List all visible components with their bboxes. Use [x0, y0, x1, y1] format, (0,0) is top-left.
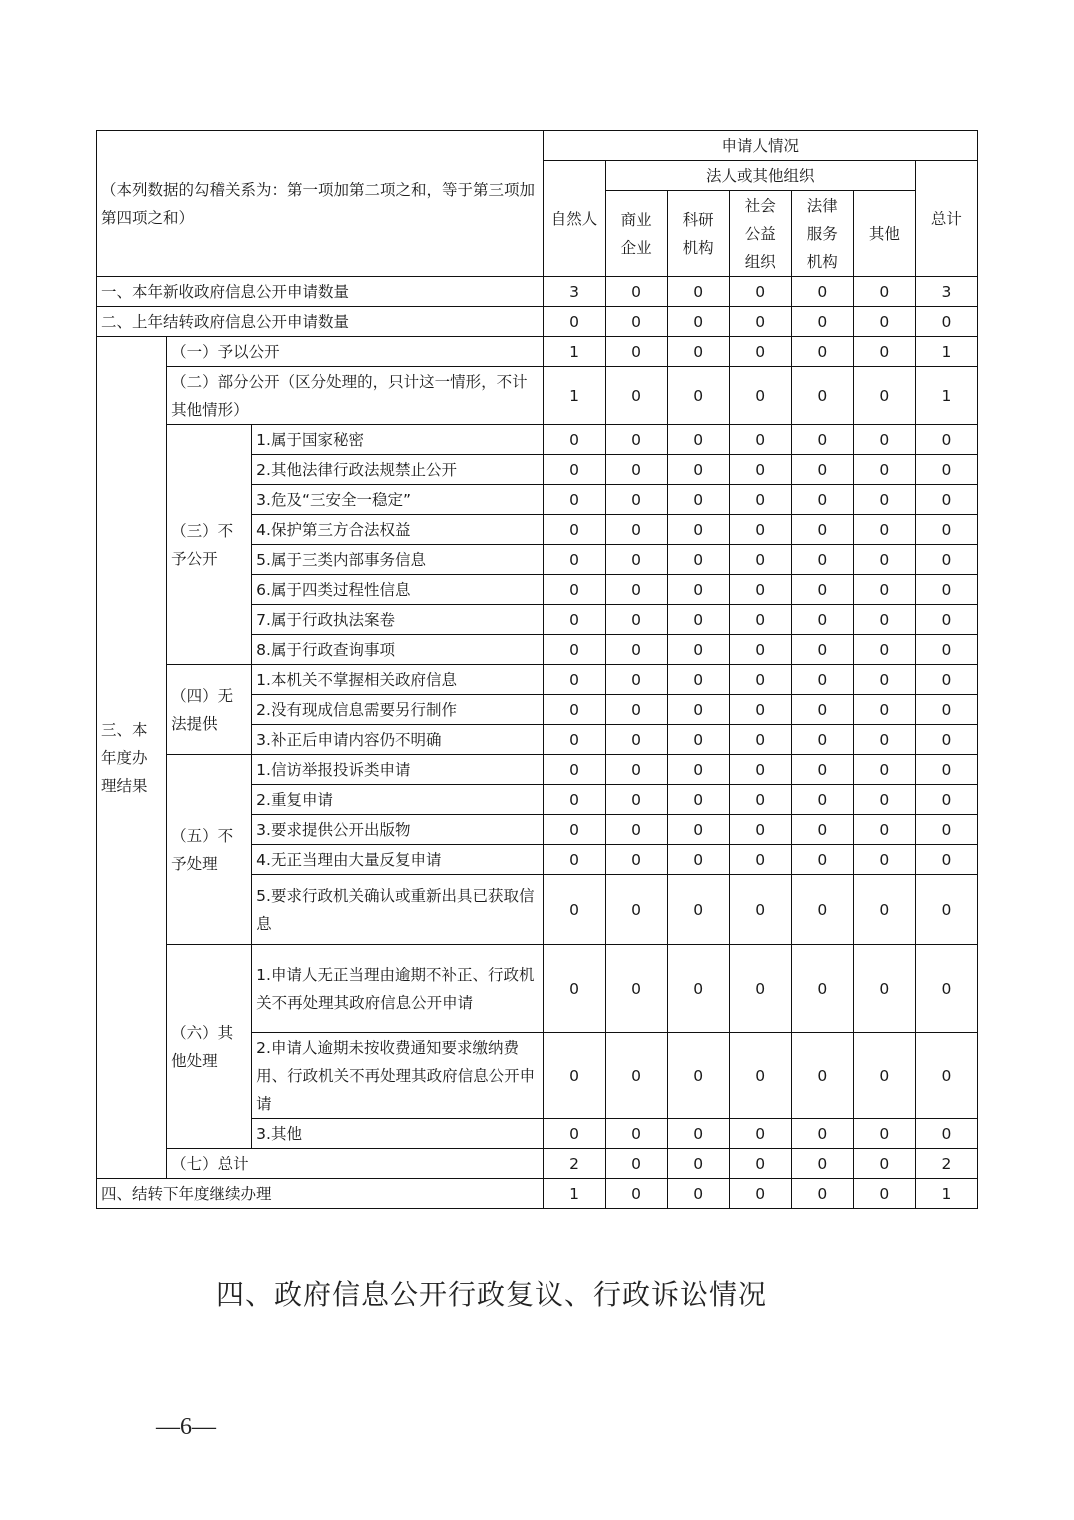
value-cell: 0 — [791, 665, 853, 695]
value-cell: 0 — [853, 485, 915, 515]
value-cell: 0 — [791, 815, 853, 845]
value-cell: 0 — [667, 875, 729, 945]
page-number: —6— — [156, 1414, 216, 1440]
value-cell: 1 — [915, 367, 977, 425]
value-cell: 0 — [543, 725, 605, 755]
value-cell: 0 — [543, 635, 605, 665]
item-label: 2.重复申请 — [252, 785, 543, 815]
value-cell: 0 — [605, 1119, 667, 1149]
value-cell: 0 — [667, 575, 729, 605]
value-cell: 0 — [605, 755, 667, 785]
value-cell: 0 — [791, 277, 853, 307]
value-cell: 0 — [915, 875, 977, 945]
application-statistics-table — [96, 130, 978, 1209]
value-cell: 0 — [605, 425, 667, 455]
table-row — [97, 1179, 978, 1209]
table-note: （本列数据的勾稽关系为：第一项加第二项之和，等于第三项加第四项之和） — [97, 131, 544, 277]
value-cell: 0 — [543, 695, 605, 725]
value-cell: 0 — [605, 605, 667, 635]
item-label: 4.无正当理由大量反复申请 — [252, 845, 543, 875]
value-cell: 0 — [791, 1179, 853, 1209]
item-label: 1.信访举报投诉类申请 — [252, 755, 543, 785]
value-cell: 0 — [543, 545, 605, 575]
value-cell: 0 — [729, 575, 791, 605]
value-cell: 0 — [915, 695, 977, 725]
value-cell: 0 — [915, 485, 977, 515]
value-cell: 0 — [729, 815, 791, 845]
value-cell: 0 — [915, 845, 977, 875]
item-label: 5.属于三类内部事务信息 — [252, 545, 543, 575]
group-label: （七）总计 — [167, 1149, 543, 1179]
value-cell: 0 — [543, 455, 605, 485]
value-cell: 0 — [605, 307, 667, 337]
value-cell: 0 — [667, 785, 729, 815]
value-cell: 0 — [853, 815, 915, 845]
value-cell: 0 — [729, 277, 791, 307]
value-cell: 0 — [791, 725, 853, 755]
value-cell: 0 — [667, 515, 729, 545]
value-cell: 0 — [853, 545, 915, 575]
item-label: 2.申请人逾期未按收费通知要求缴纳费用、行政机关不再处理其政府信息公开申请 — [252, 1033, 543, 1119]
item-label: 2.其他法律行政法规禁止公开 — [252, 455, 543, 485]
value-cell: 0 — [667, 367, 729, 425]
value-cell: 2 — [543, 1149, 605, 1179]
value-cell: 0 — [605, 1033, 667, 1119]
group-label: （五）不予处理 — [167, 755, 252, 945]
value-cell: 0 — [667, 485, 729, 515]
value-cell: 0 — [915, 635, 977, 665]
value-cell: 0 — [729, 1119, 791, 1149]
row-label: 一、本年新收政府信息公开申请数量 — [97, 277, 544, 307]
item-label: 1.本机关不掌握相关政府信息 — [252, 665, 543, 695]
value-cell: 0 — [543, 1033, 605, 1119]
header-legal-service: 法律服务机构 — [791, 191, 853, 277]
item-label: 8.属于行政查询事项 — [252, 635, 543, 665]
header-research: 科研机构 — [667, 191, 729, 277]
value-cell: 0 — [667, 845, 729, 875]
value-cell: 0 — [853, 425, 915, 455]
value-cell: 1 — [915, 337, 977, 367]
value-cell: 0 — [791, 785, 853, 815]
header-natural-person: 自然人 — [543, 161, 605, 277]
value-cell: 0 — [915, 575, 977, 605]
value-cell: 0 — [729, 485, 791, 515]
value-cell: 0 — [915, 945, 977, 1033]
value-cell: 0 — [915, 1119, 977, 1149]
group-label: （三）不予公开 — [167, 425, 252, 665]
value-cell: 0 — [853, 725, 915, 755]
value-cell: 0 — [791, 515, 853, 545]
value-cell: 0 — [667, 1149, 729, 1179]
value-cell: 0 — [729, 875, 791, 945]
value-cell: 0 — [853, 1149, 915, 1179]
value-cell: 0 — [667, 307, 729, 337]
value-cell: 0 — [729, 945, 791, 1033]
value-cell: 0 — [791, 485, 853, 515]
value-cell: 0 — [667, 455, 729, 485]
value-cell: 0 — [605, 575, 667, 605]
item-label: 1.申请人无正当理由逾期不补正、行政机关不再处理其政府信息公开申请 — [252, 945, 543, 1033]
value-cell: 0 — [791, 1119, 853, 1149]
value-cell: 0 — [543, 425, 605, 455]
value-cell: 0 — [543, 1119, 605, 1149]
header-public-welfare: 社会公益组织 — [729, 191, 791, 277]
value-cell: 0 — [667, 1119, 729, 1149]
value-cell: 0 — [729, 845, 791, 875]
value-cell: 0 — [667, 755, 729, 785]
value-cell: 0 — [915, 307, 977, 337]
value-cell: 0 — [853, 575, 915, 605]
item-label: 2.没有现成信息需要另行制作 — [252, 695, 543, 725]
value-cell: 0 — [915, 815, 977, 845]
value-cell: 0 — [605, 277, 667, 307]
value-cell: 0 — [605, 725, 667, 755]
value-cell: 0 — [667, 1033, 729, 1119]
value-cell: 0 — [667, 665, 729, 695]
value-cell: 0 — [915, 545, 977, 575]
value-cell: 0 — [791, 455, 853, 485]
item-label: 3.其他 — [252, 1119, 543, 1149]
value-cell: 0 — [915, 605, 977, 635]
value-cell: 0 — [729, 545, 791, 575]
value-cell: 0 — [853, 515, 915, 545]
value-cell: 0 — [915, 755, 977, 785]
value-cell: 1 — [543, 367, 605, 425]
value-cell: 0 — [667, 425, 729, 455]
value-cell: 3 — [543, 277, 605, 307]
value-cell: 0 — [853, 635, 915, 665]
value-cell: 0 — [791, 695, 853, 725]
value-cell: 0 — [791, 755, 853, 785]
item-label: 3.要求提供公开出版物 — [252, 815, 543, 845]
value-cell: 0 — [791, 875, 853, 945]
value-cell: 0 — [915, 785, 977, 815]
value-cell: 0 — [853, 845, 915, 875]
value-cell: 0 — [543, 875, 605, 945]
value-cell: 0 — [543, 665, 605, 695]
value-cell: 0 — [543, 845, 605, 875]
value-cell: 0 — [915, 515, 977, 545]
value-cell: 0 — [791, 605, 853, 635]
value-cell: 2 — [915, 1149, 977, 1179]
value-cell: 0 — [853, 785, 915, 815]
value-cell: 0 — [605, 945, 667, 1033]
value-cell: 0 — [667, 695, 729, 725]
value-cell: 0 — [543, 605, 605, 635]
value-cell: 0 — [791, 845, 853, 875]
value-cell: 0 — [667, 545, 729, 575]
value-cell: 0 — [915, 1033, 977, 1119]
value-cell: 0 — [791, 575, 853, 605]
group-label: （六）其他处理 — [167, 945, 252, 1149]
value-cell: 1 — [543, 1179, 605, 1209]
header-other: 其他 — [853, 191, 915, 277]
value-cell: 0 — [605, 665, 667, 695]
value-cell: 0 — [605, 845, 667, 875]
value-cell: 0 — [853, 455, 915, 485]
value-cell: 0 — [729, 307, 791, 337]
value-cell: 0 — [543, 945, 605, 1033]
value-cell: 0 — [543, 575, 605, 605]
value-cell: 0 — [853, 945, 915, 1033]
row-label: 二、上年结转政府信息公开申请数量 — [97, 307, 544, 337]
value-cell: 0 — [729, 1149, 791, 1179]
value-cell: 0 — [791, 307, 853, 337]
value-cell: 0 — [791, 367, 853, 425]
value-cell: 0 — [915, 665, 977, 695]
value-cell: 0 — [853, 755, 915, 785]
group-label: （二）部分公开（区分处理的，只计这一情形，不计其他情形） — [167, 367, 543, 425]
value-cell: 0 — [605, 485, 667, 515]
value-cell: 0 — [915, 725, 977, 755]
value-cell: 0 — [729, 1033, 791, 1119]
value-cell: 0 — [605, 815, 667, 845]
header-business: 商业企业 — [605, 191, 667, 277]
value-cell: 0 — [853, 605, 915, 635]
value-cell: 0 — [729, 725, 791, 755]
value-cell: 0 — [543, 815, 605, 845]
section-title: 四、政府信息公开行政复议、行政诉讼情况 — [216, 1278, 768, 1311]
section3-label: 三、本年度办理结果 — [97, 337, 167, 1179]
value-cell: 0 — [605, 367, 667, 425]
value-cell: 0 — [729, 425, 791, 455]
value-cell: 0 — [729, 367, 791, 425]
value-cell: 0 — [791, 635, 853, 665]
value-cell: 0 — [605, 1179, 667, 1209]
value-cell: 0 — [791, 945, 853, 1033]
header-applicant: 申请人情况 — [543, 131, 978, 161]
table-row — [97, 367, 978, 425]
item-label: 5.要求行政机关确认或重新出具已获取信息 — [252, 875, 543, 945]
value-cell: 0 — [729, 785, 791, 815]
value-cell: 0 — [667, 337, 729, 367]
value-cell: 0 — [791, 1149, 853, 1179]
value-cell: 0 — [605, 1149, 667, 1179]
value-cell: 0 — [853, 665, 915, 695]
value-cell: 0 — [605, 635, 667, 665]
table-row — [97, 307, 978, 337]
table-row — [97, 1149, 978, 1179]
value-cell: 0 — [729, 455, 791, 485]
item-label: 1.属于国家秘密 — [252, 425, 543, 455]
value-cell: 0 — [667, 815, 729, 845]
value-cell: 0 — [543, 307, 605, 337]
value-cell: 3 — [915, 277, 977, 307]
value-cell: 0 — [853, 1179, 915, 1209]
value-cell: 0 — [853, 695, 915, 725]
value-cell: 0 — [605, 455, 667, 485]
value-cell: 0 — [729, 635, 791, 665]
table-row — [97, 277, 978, 307]
table-row — [97, 425, 978, 455]
value-cell: 0 — [605, 785, 667, 815]
value-cell: 0 — [729, 337, 791, 367]
value-cell: 1 — [915, 1179, 977, 1209]
item-label: 3.补正后申请内容仍不明确 — [252, 725, 543, 755]
value-cell: 0 — [729, 755, 791, 785]
value-cell: 0 — [915, 425, 977, 455]
value-cell: 0 — [543, 515, 605, 545]
value-cell: 0 — [915, 455, 977, 485]
value-cell: 0 — [605, 515, 667, 545]
table-row — [97, 665, 978, 695]
value-cell: 0 — [853, 367, 915, 425]
value-cell: 0 — [729, 695, 791, 725]
value-cell: 0 — [853, 875, 915, 945]
item-label: 7.属于行政执法案卷 — [252, 605, 543, 635]
group-label: （一）予以公开 — [167, 337, 543, 367]
value-cell: 0 — [791, 425, 853, 455]
header-legal-org: 法人或其他组织 — [605, 161, 915, 191]
value-cell: 0 — [605, 545, 667, 575]
value-cell: 0 — [605, 337, 667, 367]
row-label: 四、结转下年度继续办理 — [97, 1179, 544, 1209]
value-cell: 0 — [605, 695, 667, 725]
value-cell: 0 — [791, 1033, 853, 1119]
table-row — [97, 755, 978, 785]
header-total: 总计 — [915, 161, 977, 277]
value-cell: 0 — [667, 605, 729, 635]
value-cell: 0 — [853, 1033, 915, 1119]
value-cell: 0 — [667, 725, 729, 755]
value-cell: 0 — [667, 1179, 729, 1209]
item-label: 3.危及“三安全一稳定” — [252, 485, 543, 515]
value-cell: 0 — [791, 545, 853, 575]
value-cell: 0 — [667, 277, 729, 307]
value-cell: 0 — [667, 945, 729, 1033]
value-cell: 0 — [853, 307, 915, 337]
value-cell: 0 — [605, 875, 667, 945]
value-cell: 0 — [853, 1119, 915, 1149]
item-label: 6.属于四类过程性信息 — [252, 575, 543, 605]
value-cell: 0 — [543, 485, 605, 515]
value-cell: 0 — [853, 277, 915, 307]
value-cell: 0 — [543, 755, 605, 785]
value-cell: 0 — [667, 635, 729, 665]
value-cell: 1 — [543, 337, 605, 367]
value-cell: 0 — [729, 605, 791, 635]
table-row — [97, 945, 978, 1033]
value-cell: 0 — [729, 1179, 791, 1209]
value-cell: 0 — [729, 665, 791, 695]
table-row — [97, 337, 978, 367]
value-cell: 0 — [853, 337, 915, 367]
value-cell: 0 — [729, 515, 791, 545]
item-label: 4.保护第三方合法权益 — [252, 515, 543, 545]
group-label: （四）无法提供 — [167, 665, 252, 755]
value-cell: 0 — [791, 337, 853, 367]
value-cell: 0 — [543, 785, 605, 815]
